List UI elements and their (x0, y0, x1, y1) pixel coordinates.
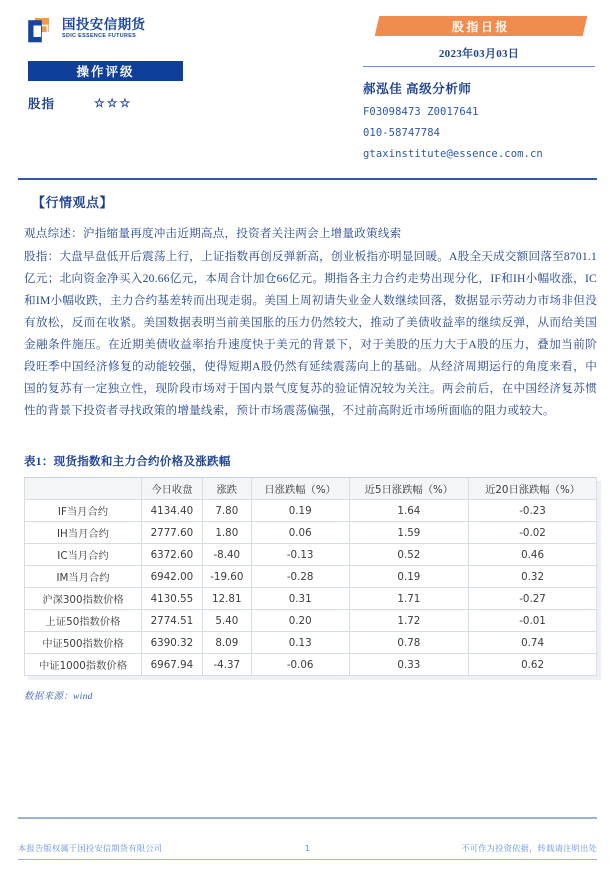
row-label: 沪深300指数价格 (25, 588, 142, 610)
cell-close: 4134.40 (142, 500, 203, 522)
cell-change: -8.40 (202, 544, 251, 566)
cell-change: 12.81 (202, 588, 251, 610)
cell-day-pct: 0.13 (251, 632, 349, 654)
table-row (25, 654, 597, 676)
cell-day-pct: 0.20 (251, 610, 349, 632)
footer-divider-top (18, 817, 597, 818)
cell-close: 2774.51 (142, 610, 203, 632)
cell-change: -19.60 (202, 566, 251, 588)
report-type-label: 股指日报 (451, 19, 510, 34)
cell-close: 4130.55 (142, 588, 203, 610)
footer-divider-bottom (18, 859, 597, 860)
header-left-column (28, 16, 328, 112)
sdic-logo-icon (28, 17, 55, 44)
brand-name-en: SDIC ESSENCE FUTURES (62, 33, 137, 39)
footer-disclaimer: 不可作为投资依据，转载请注明出处 (461, 843, 597, 853)
market-view-section (24, 192, 597, 423)
report-type-ribbon (375, 16, 588, 36)
header-divider (18, 178, 597, 180)
cell-day-pct: -0.28 (251, 566, 349, 588)
cell-close: 6967.94 (142, 654, 203, 676)
footer-copyright: 本报告版权属于国投安信期货有限公司 (18, 843, 163, 853)
table-title: 表1：现货指数和主力合约价格及涨跌幅 (24, 456, 231, 468)
cell-day-pct: 0.19 (251, 500, 349, 522)
paragraph-summary: 观点综述：沪指缩量再度冲击近期高点，投资者关注两会上增量政策线索 (24, 227, 402, 240)
row-label: 上证50指数价格 (25, 610, 142, 632)
cell-close: 6390.32 (142, 632, 203, 654)
rating-stars-icon: ☆☆☆ (94, 95, 133, 110)
cell-day-pct: 0.06 (251, 522, 349, 544)
paragraph-analysis: 股指：大盘早盘低开后震荡上行，上证指数再创反弹新高，创业板指亦明显回暖。A股全天成交额回落至8701.1亿元；北向资金净买入20.66亿元，本周合计加仓66亿元。期指各主力合约走势出现分化，IF和IH小幅收涨，IC和IM小幅收跌，主力合约基差转而出现走弱。美国上周初请失业金人数继续回落，数据显示劳动力市场非但没有放松，反而在收紧。美国数据表明当前美国胀的压力仍然较大，推动了美债收益率的继续反弹，从而给美国金融条件施压。在近期美债收益率抬升速度快于美元的背景下，对于美股的压力大于A股的压力，叠加当前阶段旺季中国经济修复的动能较强，使得短期A股仍然有延续震荡向上的基础。从经济周期运行的角度来看，中国的复苏有一定独立性，现阶段市场对于国内景气度复苏的验证情况较为关注。两会前后，在中国经济复苏惯性的背景下投资者寻找政策的增量线索，预计市场震荡偏强，不过前高附近市场所面临的阻力或较大。 (24, 250, 597, 417)
row-label: IM当月合约 (25, 566, 142, 588)
rating-item-label: 股指 (28, 97, 56, 111)
cell-day-pct: 0.31 (251, 588, 349, 610)
header-right-column (363, 16, 595, 160)
cell-close: 6942.00 (142, 566, 203, 588)
cell-5day-pct: 1.71 (349, 588, 468, 610)
cell-day-pct: -0.13 (251, 544, 349, 566)
row-label: IF当月合约 (25, 500, 142, 522)
table-row (25, 610, 597, 632)
brand-name-cn: 国投安信期货 (62, 17, 146, 32)
cell-change: 8.09 (202, 632, 251, 654)
cell-5day-pct: 1.64 (349, 500, 468, 522)
cell-5day-pct: 1.72 (349, 610, 468, 632)
cell-20day-pct: 0.32 (469, 566, 597, 588)
footer-row (18, 843, 597, 859)
row-label: IH当月合约 (25, 522, 142, 544)
row-label: 中证500指数价格 (25, 632, 142, 654)
cell-close: 6372.60 (142, 544, 203, 566)
cell-20day-pct: 0.62 (469, 654, 597, 676)
cell-5day-pct: 0.19 (349, 566, 468, 588)
cell-change: -4.37 (202, 654, 251, 676)
rating-bar-title: 操作评级 (28, 61, 183, 81)
price-table-block (24, 453, 597, 702)
row-label: IC当月合约 (25, 544, 142, 566)
cell-20day-pct: 0.74 (469, 632, 597, 654)
cell-20day-pct: -0.02 (469, 522, 597, 544)
cell-20day-pct: -0.27 (469, 588, 597, 610)
cell-20day-pct: -0.01 (469, 610, 597, 632)
table-corner-cell (25, 478, 142, 500)
table-row (25, 544, 597, 566)
cell-change: 1.80 (202, 522, 251, 544)
table-row (25, 566, 597, 588)
table-col-5day-pct: 近5日涨跌幅（%） (349, 478, 468, 500)
table-col-change: 涨跌 (202, 478, 251, 500)
table-header-row (25, 478, 597, 500)
table-body (25, 500, 597, 676)
cell-change: 5.40 (202, 610, 251, 632)
table-row (25, 632, 597, 654)
report-date: 2023年03月03日 (363, 45, 595, 67)
analyst-email: gtaxinstitute@essence.com.cn (363, 148, 543, 160)
analyst-name: 郝泓佳 高级分析师 (363, 82, 472, 96)
cell-5day-pct: 0.52 (349, 544, 468, 566)
cell-5day-pct: 1.59 (349, 522, 468, 544)
rating-row (28, 94, 328, 112)
cell-day-pct: -0.06 (251, 654, 349, 676)
section-title: 【行情观点】 (32, 195, 114, 210)
analyst-phone: 010-58747784 (363, 127, 441, 139)
cell-20day-pct: 0.46 (469, 544, 597, 566)
table-col-close: 今日收盘 (142, 478, 203, 500)
cell-5day-pct: 0.78 (349, 632, 468, 654)
report-header (0, 0, 615, 165)
table-row (25, 588, 597, 610)
table-col-20day-pct: 近20日涨跌幅（%） (469, 478, 597, 500)
report-footer (18, 817, 597, 860)
cell-change: 7.80 (202, 500, 251, 522)
cell-close: 2777.60 (142, 522, 203, 544)
table-wrapper (24, 477, 597, 676)
table-row (25, 500, 597, 522)
brand-text (62, 16, 145, 41)
analyst-certificate: F03098473 Z0017641 (363, 106, 479, 118)
table-head (25, 478, 597, 500)
table-source-note: 数据来源：wind (24, 692, 93, 702)
table-row (25, 522, 597, 544)
table-col-day-pct: 日涨跌幅（%） (251, 478, 349, 500)
brand-logo (28, 16, 328, 50)
footer-page-number: 1 (304, 843, 311, 854)
cell-5day-pct: 0.33 (349, 654, 468, 676)
cell-20day-pct: -0.23 (469, 500, 597, 522)
price-change-table (24, 477, 597, 676)
sdic-logo-svg (28, 17, 55, 44)
row-label: 中证1000指数价格 (25, 654, 142, 676)
